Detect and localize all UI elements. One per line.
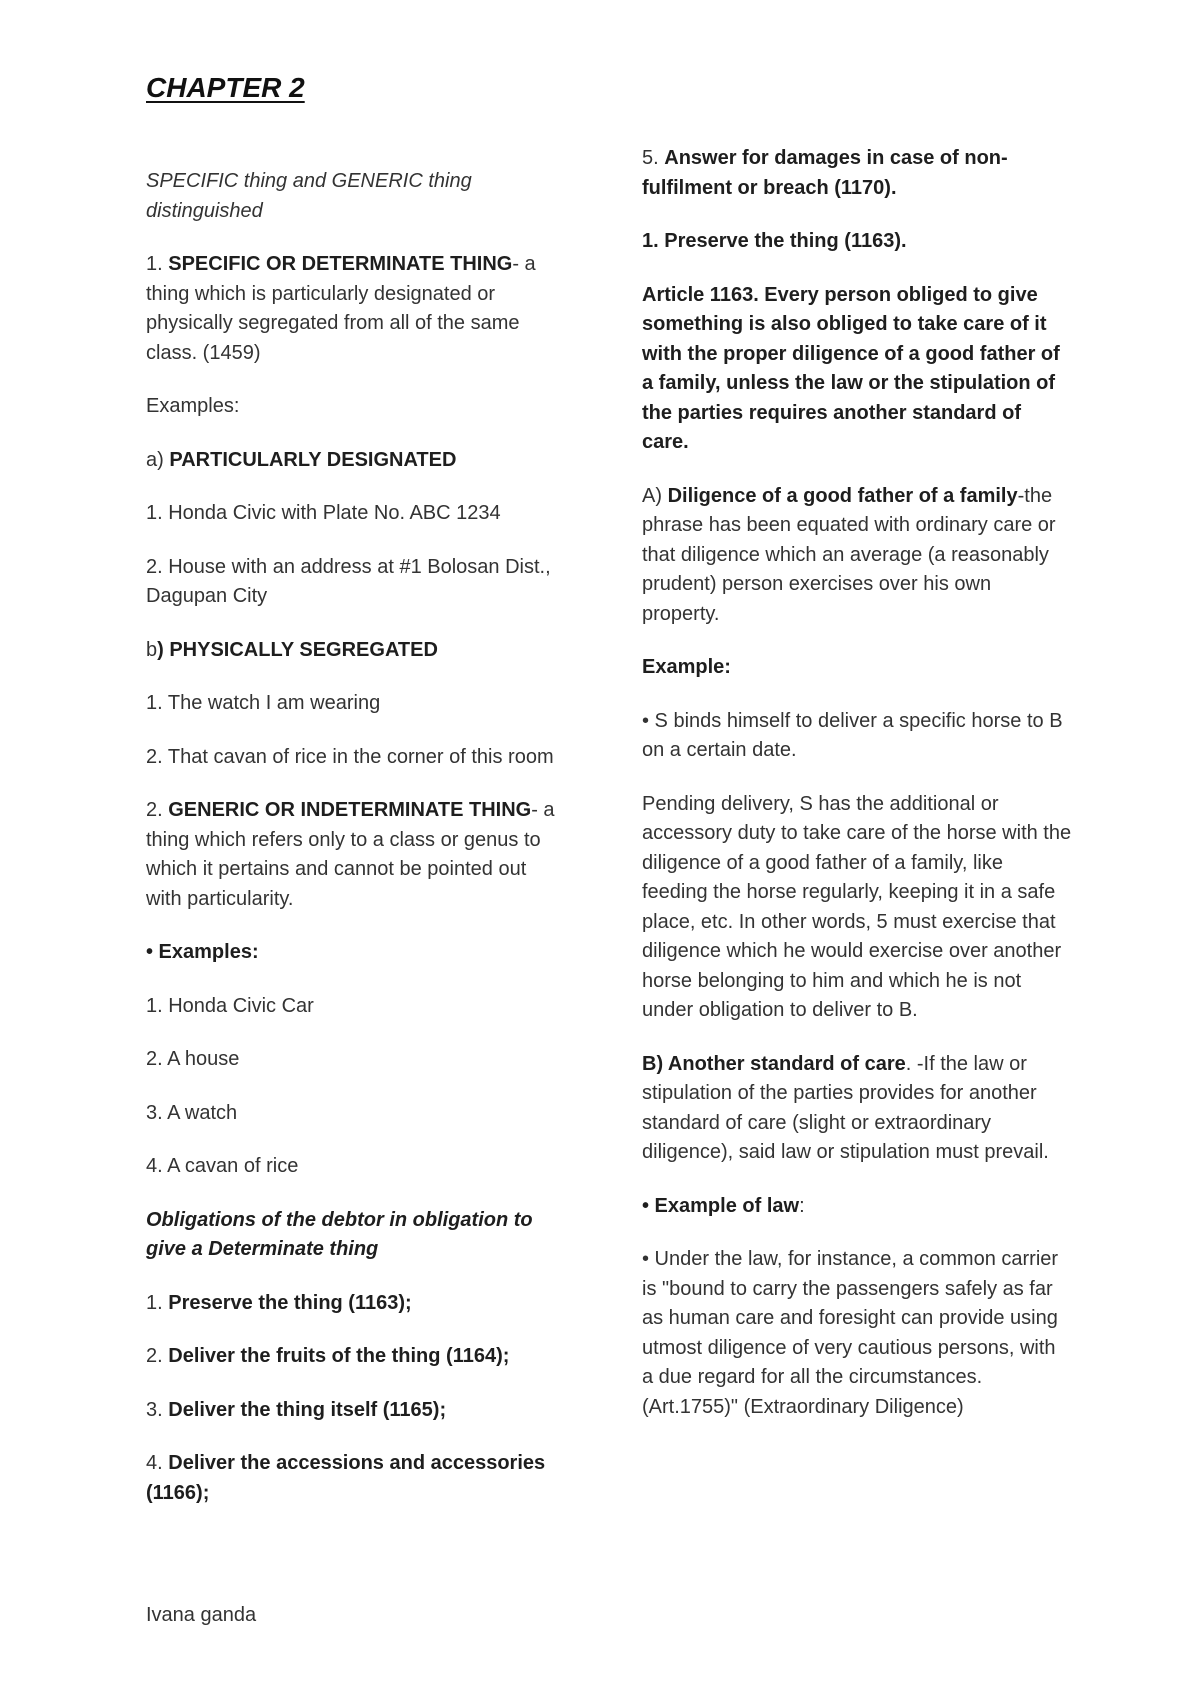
physically-segregated-heading: b) PHYSICALLY SEGREGATED (146, 638, 438, 661)
preserve-heading: 1. Preserve the thing (1163). (642, 230, 907, 252)
list-item: 1. Honda Civic Car (146, 994, 314, 1017)
specific-thing-definition: 1. SPECIFIC OR DETERMINATE THING- a thing which is particularly designated or physically segregated from all of the same class. (1459) (146, 253, 536, 364)
article-1163: Article 1163. Every person obliged to give something is also obliged to take care of it with the proper diligence of a good father of a family, unless the law or the stipulation of the parties requires another standard of care. (642, 283, 1060, 453)
law-example-label: • Example of law: (642, 1194, 805, 1217)
obligations-heading: Obligations of the debtor in obligation to give a Determinate thing (146, 1208, 533, 1260)
another-standard-definition: B) Another standard of care. -If the law or stipulation of the parties provides for another standard of care (slight or extraordinary diligence), said law or stipulation must prevail. (642, 1052, 1049, 1163)
list-item: 1. Honda Civic with Plate No. ABC 1234 (146, 502, 501, 524)
list-item: 2. That cavan of rice in the corner of this room (146, 745, 554, 768)
obligation-item: 2. Deliver the fruits of the thing (1164); (146, 1345, 510, 1367)
obligation-item-5: 5. Answer for damages in case of non-fulfilment or breach (1170). (642, 147, 1008, 199)
example-text: • S binds himself to deliver a specific horse to B on a certain date. (642, 709, 1063, 761)
examples-label: Examples: (146, 395, 240, 417)
list-item: 2. House with an address at #1 Bolosan Dist., Dagupan City (146, 555, 551, 607)
page-title: CHAPTER 2 (146, 72, 305, 103)
diligence-definition: A) Diligence of a good father of a family-the phrase has been equated with ordinary care or that diligence which an average (a reasonably prudent) person exercises over his own property. (642, 484, 1056, 625)
particularly-designated-heading: a) PARTICULARLY DESIGNATED (146, 448, 457, 471)
list-item: 2. A house (146, 1048, 240, 1070)
generic-examples-label: • Examples: (146, 941, 259, 963)
obligation-item: 4. Deliver the accessions and accessories (1166); (146, 1452, 546, 1504)
obligation-item: 3. Deliver the thing itself (1165); (146, 1398, 447, 1421)
law-example-text: • Under the law, for instance, a common carrier is "bound to carry the passengers safely as far as human care and foresight can provide using utmost diligence of very cautious persons, with a due regard for all the circumstances. (Art.1755)" (Extraordinary Diligence) (642, 1248, 1059, 1418)
list-item: 1. The watch I am wearing (146, 692, 381, 714)
intro-heading: SPECIFIC thing and GENERIC thing distinguished (146, 170, 472, 222)
specific-thing-term: SPECIFIC OR DETERMINATE THING (168, 253, 513, 275)
footer-author: Ivana ganda (146, 1604, 257, 1626)
list-item: 4. A cavan of rice (146, 1155, 299, 1177)
generic-thing-term: GENERIC OR INDETERMINATE THING (168, 799, 532, 821)
list-item: 3. A watch (146, 1101, 238, 1124)
pending-delivery-text: Pending delivery, S has the additional or accessory duty to take care of the horse with the diligence of a good father of a family, like feeding the horse regularly, keeping it in a safe place, etc. In other words, 5 must exercise that diligence which he would exercise over another horse belonging to him and which he is not under obligation to deliver to B. (642, 792, 1072, 1021)
generic-thing-definition: 2. GENERIC OR INDETERMINATE THING- a thing which refers only to a class or genus to which it pertains and cannot be pointed out with particularity. (146, 799, 555, 910)
example-label: Example: (642, 656, 731, 678)
right-column (642, 144, 1072, 1446)
obligation-item: 1. Preserve the thing (1163); (146, 1291, 412, 1314)
left-column (146, 167, 566, 1532)
